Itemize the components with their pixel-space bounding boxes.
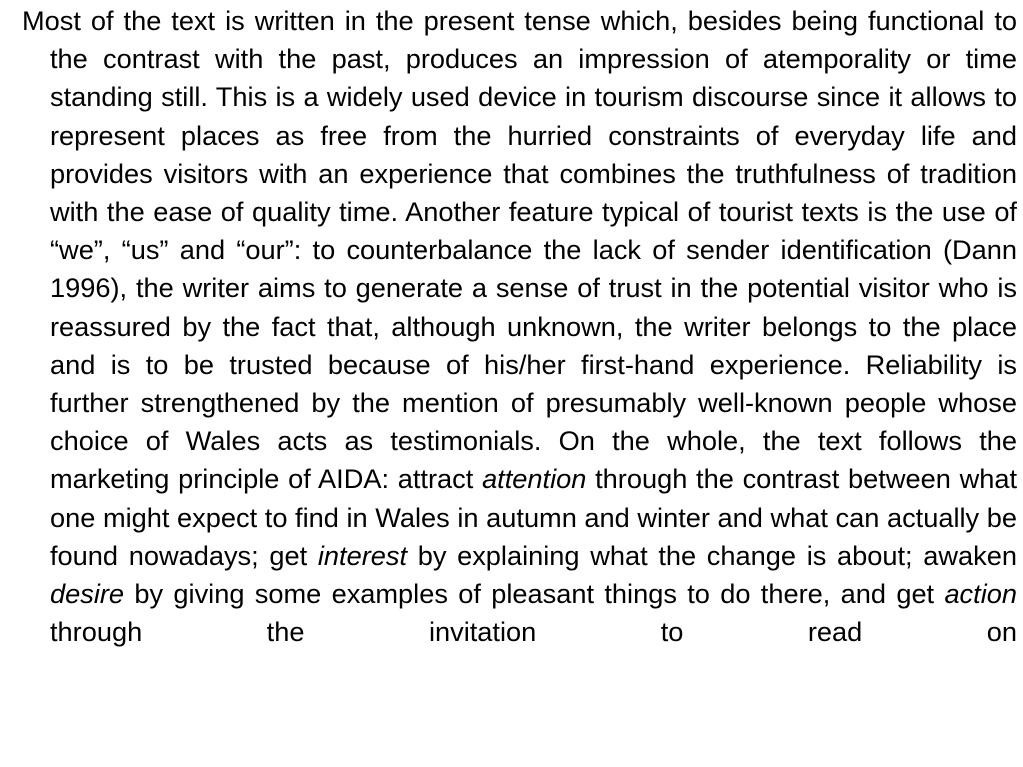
emphasis-desire: desire: [50, 578, 125, 610]
emphasis-action: action: [944, 578, 1017, 610]
paragraph-text-2: through the contrast between what one might expect to find in Wales in autumn and winter and what can actually be found nowadays; get: [50, 463, 1017, 571]
paragraph-text-5: through the invitation to read on: [50, 616, 1017, 648]
body-paragraph: [22, 2, 1017, 651]
paragraph-text-3: by explaining what the change is about; awaken: [407, 539, 1017, 571]
paragraph-text-4: by giving some examples of pleasant things to do there, and get: [124, 578, 945, 610]
emphasis-interest: interest: [317, 539, 408, 571]
emphasis-attention: attention: [482, 463, 587, 495]
paragraph-text-1: Most of the text is written in the present tense which, besides being functional to the contrast with the past, produces an impression of atemporality or time standing still. This is a widely used device in tourism discourse since it allows to represent places as free from the hurried constraints of everyday life and provides visitors with an experience that combines the truthfulness of tradition with the ease of quality time. Another feature typical of tourist texts is the use of “we”, “us” and “our”: to counterbalance the lack of sender identification (Dann 1996), the writer aims to generate a sense of trust in the potential visitor who is reassured by the fact that, although unknown, the writer belongs to the place and is to be trusted because of his/her first-hand experience. Reliability is further strengthened by the mention of presumably well-known people whose choice of Wales acts as testimonials. On the whole, the text follows the marketing principle of AIDA: attract: [22, 5, 1017, 495]
